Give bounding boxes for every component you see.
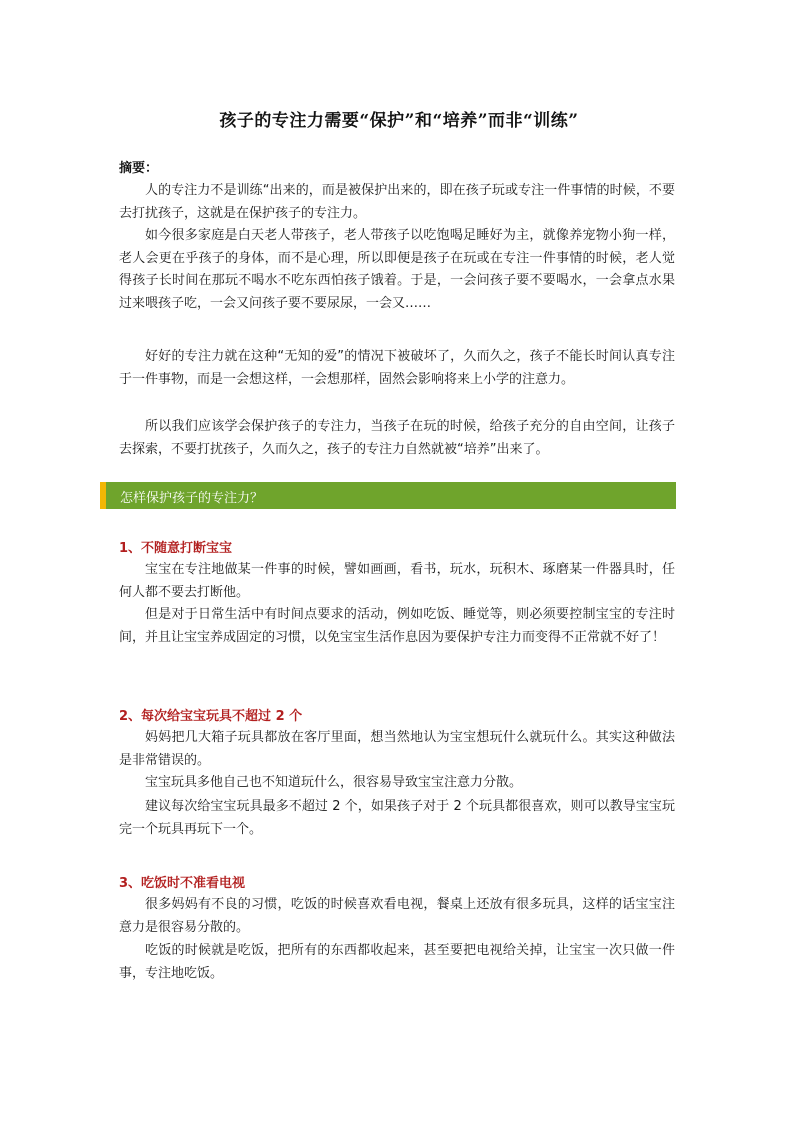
section-banner [100,482,676,509]
abstract-paragraph-1: 人的专注力不是训练“出来的，而是被保护出来的，即在孩子玩或专注一件事情的时候，不要去打扰孩子，这就是在保护孩子的专注力。 [119,183,675,221]
section-3-heading: 3、吃饭时不准看电视 [119,876,246,891]
banner-text: 怎样保护孩子的专注力？ [120,491,264,506]
section-2-heading: 2、每次给宝宝玩具不超过 2 个 [119,709,303,724]
section-3-paragraph-2: 吃饭的时候就是吃饭，把所有的东西都收起来，甚至要把电视给关掉，让宝宝一次只做一件事，专注地吃饭。 [119,943,675,981]
section-1-paragraph-2: 但是对于日常生活中有时间点要求的活动，例如吃饭、睡觉等，则必须要控制宝宝的专注时间，并且让宝宝养成固定的习惯，以免宝宝生活作息因为要保护专注力而变得不正常就不好了！ [119,607,675,645]
abstract-label: 摘要： [119,161,159,176]
section-1-heading: 1、不随意打断宝宝 [119,541,233,556]
section-3-paragraph-1: 很多妈妈有不良的习惯，吃饭的时候喜欢看电视，餐桌上还放有很多玩具，这样的话宝宝注意力是很容易分散的。 [119,897,675,935]
article-title: 孩子的专注力需要“保护”和“培养”而非“训练” [219,111,579,131]
abstract-paragraph-4: 所以我们应该学会保护孩子的专注力，当孩子在玩的时候，给孩子充分的自由空间，让孩子去探索，不要打扰孩子，久而久之，孩子的专注力自然就被“培养”出来了。 [119,419,675,457]
abstract-paragraph-2: 如今很多家庭是白天老人带孩子，老人带孩子以吃饱喝足睡好为主，就像养宠物小狗一样，老人会更在乎孩子的身体，而不是心理，所以即便是孩子在玩或在专注一件事情的时候，老人觉得孩子长时间在那玩不喝水不吃东西怕孩子饿着。于是，一会问孩子要不要喝水，一会拿点水果过来喂孩子吃，一会又问孩子要不要尿尿，一会又…… [119,228,675,311]
section-2-paragraph-3: 建议每次给宝宝玩具最多不超过 2 个，如果孩子对于 2 个玩具都很喜欢，则可以教导宝宝玩完一个玩具再玩下一个。 [119,799,675,837]
section-2-paragraph-2: 宝宝玩具多他自己也不知道玩什么，很容易导致宝宝注意力分散。 [145,775,523,790]
abstract-paragraph-3: 好好的专注力就在这种“无知的爱”的情况下被破坏了，久而久之，孩子不能长时间认真专注于一件事物，而是一会想这样，一会想那样，固然会影响将来上小学的注意力。 [119,349,675,387]
section-1-paragraph-1: 宝宝在专注地做某一件事的时候，譬如画画，看书，玩水，玩积木、琢磨某一件器具时，任何人都不要去打断他。 [119,562,675,600]
section-2-paragraph-1: 妈妈把几大箱子玩具都放在客厅里面，想当然地认为宝宝想玩什么就玩什么。其实这种做法是非常错误的。 [119,730,675,768]
